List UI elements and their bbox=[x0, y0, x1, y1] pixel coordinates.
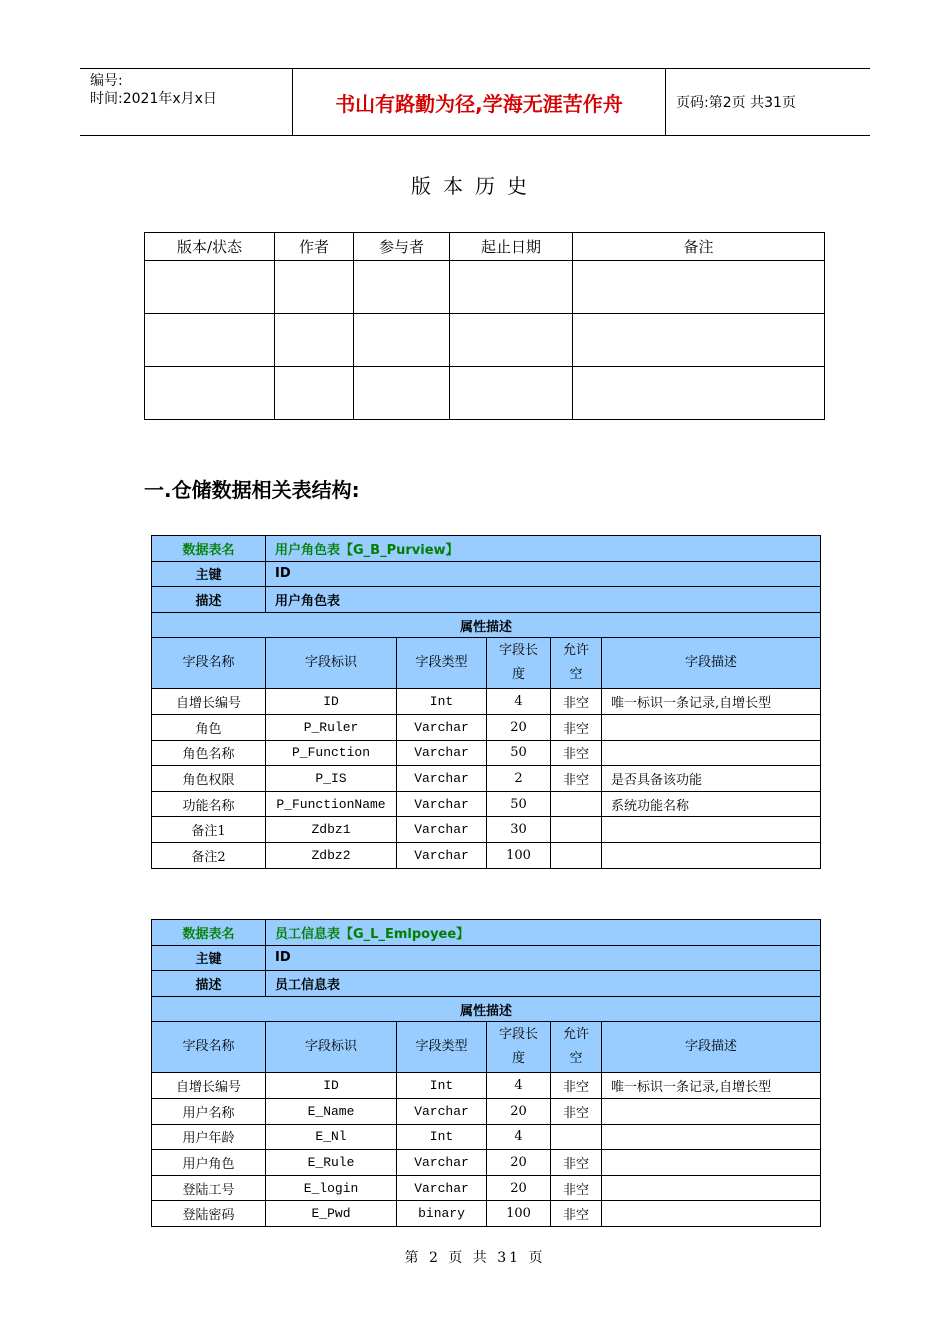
page-title: 版本历史 bbox=[411, 174, 539, 198]
section-heading: 一.仓储数据相关表结构: bbox=[144, 478, 360, 502]
history-row bbox=[145, 314, 825, 367]
field-length: 50 bbox=[487, 740, 551, 766]
column-header: 字段名称 bbox=[152, 1022, 266, 1073]
field-name: 登陆工号 bbox=[152, 1175, 266, 1201]
field-description bbox=[602, 1124, 821, 1150]
column-header: 字段描述 bbox=[602, 638, 821, 689]
field-nullable: 非空 bbox=[551, 689, 602, 715]
field-type: Varchar bbox=[397, 1150, 487, 1176]
history-cell bbox=[450, 314, 573, 367]
field-nullable: 非空 bbox=[551, 1098, 602, 1124]
history-row bbox=[145, 367, 825, 420]
header-page-number: 页码:第2页 共31页 bbox=[666, 69, 871, 136]
version-history-table bbox=[144, 232, 825, 420]
column-header: 字段标识 bbox=[266, 1022, 397, 1073]
field-name: 用户名称 bbox=[152, 1098, 266, 1124]
description-label: 描述 bbox=[152, 971, 266, 997]
field-description bbox=[602, 1175, 821, 1201]
field-description bbox=[602, 842, 821, 868]
field-nullable: 非空 bbox=[551, 766, 602, 792]
field-description: 唯一标识一条记录,自增长型 bbox=[602, 1073, 821, 1099]
field-name: 用户角色 bbox=[152, 1150, 266, 1176]
field-length: 20 bbox=[487, 1175, 551, 1201]
page-header bbox=[80, 68, 870, 136]
table-row bbox=[152, 1201, 821, 1227]
column-header: 允许 空 bbox=[551, 1022, 602, 1073]
description-row bbox=[152, 587, 821, 613]
field-nullable: 非空 bbox=[551, 1150, 602, 1176]
table-row bbox=[152, 689, 821, 715]
field-name: 自增长编号 bbox=[152, 689, 266, 715]
field-name: 角色名称 bbox=[152, 740, 266, 766]
field-nullable: 非空 bbox=[551, 1175, 602, 1201]
table-row bbox=[152, 817, 821, 843]
table-name-label: 数据表名 bbox=[152, 920, 266, 946]
field-id: Zdbz2 bbox=[266, 842, 397, 868]
field-nullable bbox=[551, 791, 602, 817]
field-id: P_Function bbox=[266, 740, 397, 766]
attribute-heading: 属性描述 bbox=[152, 996, 821, 1022]
field-nullable: 非空 bbox=[551, 1073, 602, 1099]
description-row bbox=[152, 971, 821, 997]
field-length: 50 bbox=[487, 791, 551, 817]
column-header-row bbox=[152, 1022, 821, 1073]
primary-key-row bbox=[152, 561, 821, 587]
field-description bbox=[602, 714, 821, 740]
document-number: 编号: bbox=[90, 73, 123, 89]
field-id: ID bbox=[266, 689, 397, 715]
field-type: Int bbox=[397, 689, 487, 715]
table-name-row bbox=[152, 920, 821, 946]
table-row bbox=[152, 1124, 821, 1150]
field-type: Varchar bbox=[397, 842, 487, 868]
field-type: Varchar bbox=[397, 791, 487, 817]
field-name: 备注1 bbox=[152, 817, 266, 843]
history-cell bbox=[275, 314, 354, 367]
attribute-heading-row bbox=[152, 612, 821, 638]
history-col-participants: 参与者 bbox=[354, 233, 450, 261]
field-id: E_Pwd bbox=[266, 1201, 397, 1227]
column-header: 字段描述 bbox=[602, 1022, 821, 1073]
field-length: 100 bbox=[487, 842, 551, 868]
table-row bbox=[152, 766, 821, 792]
primary-key-row bbox=[152, 945, 821, 971]
field-name: 角色权限 bbox=[152, 766, 266, 792]
history-cell bbox=[145, 261, 275, 314]
field-name: 用户年龄 bbox=[152, 1124, 266, 1150]
history-cell bbox=[275, 261, 354, 314]
table-row bbox=[152, 1175, 821, 1201]
field-id: E_Rule bbox=[266, 1150, 397, 1176]
column-header: 字段标识 bbox=[266, 638, 397, 689]
field-name: 登陆密码 bbox=[152, 1201, 266, 1227]
field-length: 100 bbox=[487, 1201, 551, 1227]
table-name-value: 员工信息表【G_L_Emlpoyee】 bbox=[266, 920, 821, 946]
table-row bbox=[152, 714, 821, 740]
attribute-heading-row bbox=[152, 996, 821, 1022]
history-cell bbox=[573, 314, 825, 367]
field-id: E_Name bbox=[266, 1098, 397, 1124]
primary-key-value: ID bbox=[266, 561, 821, 587]
history-cell bbox=[450, 261, 573, 314]
column-header: 允许 空 bbox=[551, 638, 602, 689]
schema-table-employee bbox=[151, 919, 821, 1227]
field-id: Zdbz1 bbox=[266, 817, 397, 843]
description-value: 用户角色表 bbox=[266, 587, 821, 613]
field-id: P_IS bbox=[266, 766, 397, 792]
field-description bbox=[602, 1201, 821, 1227]
field-type: Int bbox=[397, 1073, 487, 1099]
table-row bbox=[152, 1073, 821, 1099]
field-id: P_Ruler bbox=[266, 714, 397, 740]
field-type: Varchar bbox=[397, 714, 487, 740]
history-col-remarks: 备注 bbox=[573, 233, 825, 261]
primary-key-label: 主键 bbox=[152, 561, 266, 587]
field-type: Varchar bbox=[397, 766, 487, 792]
field-length: 4 bbox=[487, 689, 551, 715]
field-description: 唯一标识一条记录,自增长型 bbox=[602, 689, 821, 715]
history-cell bbox=[145, 367, 275, 420]
field-id: P_FunctionName bbox=[266, 791, 397, 817]
description-label: 描述 bbox=[152, 587, 266, 613]
field-name: 功能名称 bbox=[152, 791, 266, 817]
table-name-row bbox=[152, 536, 821, 562]
field-length: 20 bbox=[487, 714, 551, 740]
table-name-value: 用户角色表【G_B_Purview】 bbox=[266, 536, 821, 562]
column-header: 字段类型 bbox=[397, 638, 487, 689]
history-cell bbox=[354, 261, 450, 314]
column-header: 字段长 度 bbox=[487, 638, 551, 689]
field-description bbox=[602, 817, 821, 843]
field-nullable: 非空 bbox=[551, 740, 602, 766]
field-type: Varchar bbox=[397, 1175, 487, 1201]
column-header: 字段长 度 bbox=[487, 1022, 551, 1073]
description-value: 员工信息表 bbox=[266, 971, 821, 997]
header-motto: 书山有路勤为径,学海无涯苦作舟 bbox=[293, 69, 666, 136]
history-cell bbox=[275, 367, 354, 420]
field-type: Int bbox=[397, 1124, 487, 1150]
table-row bbox=[152, 791, 821, 817]
table-row bbox=[152, 1150, 821, 1176]
field-name: 备注2 bbox=[152, 842, 266, 868]
table-row bbox=[152, 1098, 821, 1124]
history-header-row bbox=[145, 233, 825, 261]
field-nullable: 非空 bbox=[551, 714, 602, 740]
history-cell bbox=[573, 261, 825, 314]
field-description: 是否具备该功能 bbox=[602, 766, 821, 792]
field-id: E_login bbox=[266, 1175, 397, 1201]
column-header: 字段类型 bbox=[397, 1022, 487, 1073]
history-cell bbox=[354, 314, 450, 367]
field-description bbox=[602, 1150, 821, 1176]
page-footer: 第 2 页 共 31 页 bbox=[404, 1250, 546, 1266]
field-type: Varchar bbox=[397, 1098, 487, 1124]
field-length: 20 bbox=[487, 1098, 551, 1124]
field-length: 4 bbox=[487, 1124, 551, 1150]
column-header-row bbox=[152, 638, 821, 689]
history-cell bbox=[354, 367, 450, 420]
field-description: 系统功能名称 bbox=[602, 791, 821, 817]
history-cell bbox=[450, 367, 573, 420]
field-id: E_Nl bbox=[266, 1124, 397, 1150]
primary-key-value: ID bbox=[266, 945, 821, 971]
table-row bbox=[152, 842, 821, 868]
field-description bbox=[602, 1098, 821, 1124]
field-type: binary bbox=[397, 1201, 487, 1227]
history-cell bbox=[573, 367, 825, 420]
history-cell bbox=[145, 314, 275, 367]
column-header: 字段名称 bbox=[152, 638, 266, 689]
history-col-version: 版本/状态 bbox=[145, 233, 275, 261]
history-row bbox=[145, 261, 825, 314]
field-length: 4 bbox=[487, 1073, 551, 1099]
schema-table-purview bbox=[151, 535, 821, 869]
field-description bbox=[602, 740, 821, 766]
field-type: Varchar bbox=[397, 740, 487, 766]
field-length: 2 bbox=[487, 766, 551, 792]
header-meta bbox=[80, 69, 293, 136]
field-nullable bbox=[551, 817, 602, 843]
field-name: 自增长编号 bbox=[152, 1073, 266, 1099]
field-nullable bbox=[551, 1124, 602, 1150]
field-length: 30 bbox=[487, 817, 551, 843]
attribute-heading: 属性描述 bbox=[152, 612, 821, 638]
table-name-label: 数据表名 bbox=[152, 536, 266, 562]
primary-key-label: 主键 bbox=[152, 945, 266, 971]
field-type: Varchar bbox=[397, 817, 487, 843]
field-nullable bbox=[551, 842, 602, 868]
table-row bbox=[152, 740, 821, 766]
document-time: 时间:2021年x月x日 bbox=[90, 91, 217, 107]
field-id: ID bbox=[266, 1073, 397, 1099]
history-col-author: 作者 bbox=[275, 233, 354, 261]
field-length: 20 bbox=[487, 1150, 551, 1176]
field-name: 角色 bbox=[152, 714, 266, 740]
history-col-dates: 起止日期 bbox=[450, 233, 573, 261]
field-nullable: 非空 bbox=[551, 1201, 602, 1227]
